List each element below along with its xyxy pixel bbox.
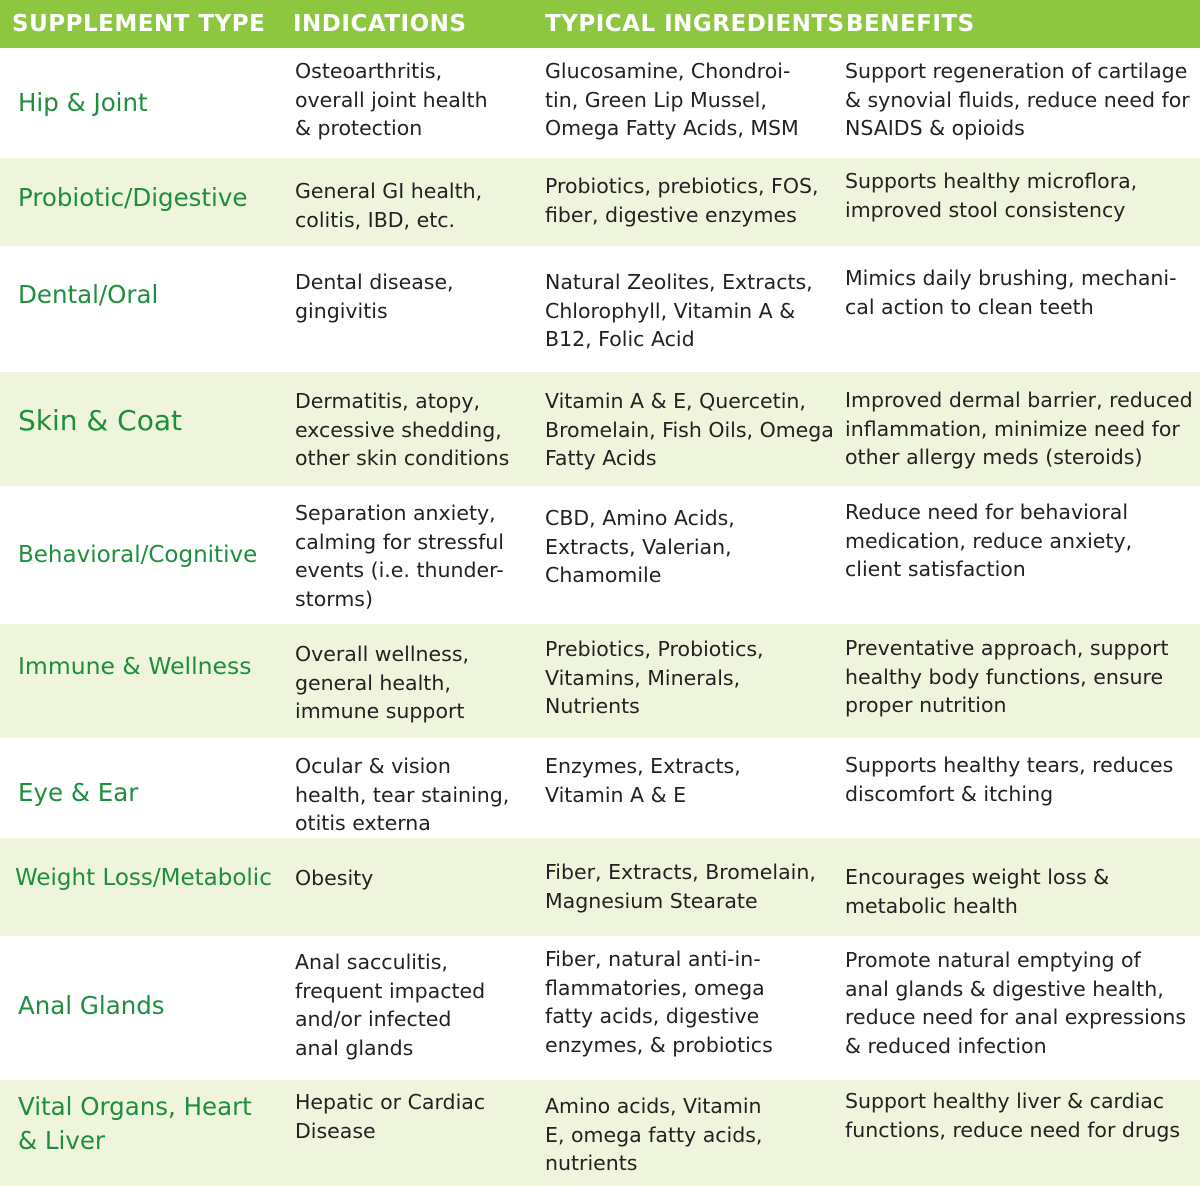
benefits-cell: Reduce need for behavioral medication, reduce anxiety, client satisfaction [845,500,1133,581]
indications-cell: Overall wellness, general health, immune support [295,642,470,723]
table-row [0,1080,1200,1186]
ingredients-cell: Enzymes, Extracts, Vitamin A & E [545,754,741,807]
supplement-type-cell: Eye & Ear [18,778,139,807]
benefits-cell: Improved dermal barrier, reduced inflammation, minimize need for other allergy meds (steroids) [845,388,1193,469]
ingredients-cell: Probiotics, prebiotics, FOS, fiber, digestive enzymes [545,174,819,227]
benefits-cell: Supports healthy tears, reduces discomfort & itching [845,753,1174,806]
header-indications: INDICATIONS [293,11,467,37]
ingredients-cell: Prebiotics, Probiotics, Vitamins, Minerals, Nutrients [545,637,764,718]
header-benefits: BENEFITS [846,11,975,37]
header-typical-ingredients: TYPICAL INGREDIENTS [545,11,845,37]
table-row [0,838,1200,936]
ingredients-cell: Fiber, Extracts, Bromelain, Magnesium Stearate [545,860,816,913]
indications-cell: Ocular & vision health, tear staining, otitis externa [295,754,510,835]
benefits-cell: Support healthy liver & cardiac functions, reduce need for drugs [845,1089,1181,1142]
ingredients-cell: Amino acids, Vitamin E, omega fatty acids, nutrients [545,1094,763,1175]
benefits-cell: Support regeneration of cartilage & synovial fluids, reduce need for NSAIDS & opioids [845,59,1190,140]
benefits-cell: Supports healthy microflora, improved stool consistency [845,169,1138,222]
benefits-cell: Encourages weight loss & metabolic health [845,865,1110,918]
supplement-type-cell: Hip & Joint [18,88,148,117]
ingredients-cell: Fiber, natural anti-in- flammatories, omega fatty acids, digestive enzymes, & probiotics [545,947,773,1057]
supplement-type-cell: Vital Organs, Heart & Liver [18,1092,252,1155]
supplement-type-cell: Weight Loss/Metabolic [15,865,272,891]
indications-cell: General GI health, colitis, IBD, etc. [295,179,483,232]
supplement-type-cell: Anal Glands [18,991,165,1020]
table-row [0,624,1200,738]
table-header [0,0,1200,48]
ingredients-cell: Natural Zeolites, Extracts, Chlorophyll, Vitamin A & B12, Folic Acid [545,270,813,351]
ingredients-cell: CBD, Amino Acids, Extracts, Valerian, Chamomile [545,506,735,587]
indications-cell: Dermatitis, atopy, excessive shedding, other skin conditions [295,389,510,470]
indications-cell: Osteoarthritis, overall joint health & protection [295,59,488,140]
supplement-type-cell: Behavioral/Cognitive [18,542,258,568]
ingredients-cell: Glucosamine, Chondroi- tin, Green Lip Mussel, Omega Fatty Acids, MSM [545,59,799,140]
table-row [0,936,1200,1080]
supplement-type-cell: Skin & Coat [18,404,182,437]
table-row [0,48,1200,158]
supplement-type-cell: Immune & Wellness [18,652,252,680]
table-row [0,158,1200,246]
indications-cell: Hepatic or Cardiac Disease [295,1090,486,1143]
ingredients-cell: Vitamin A & E, Quercetin, Bromelain, Fish Oils, Omega Fatty Acids [545,389,834,470]
benefits-cell: Preventative approach, support healthy body functions, ensure proper nutrition [845,636,1169,717]
indications-cell: Separation anxiety, calming for stressful events (i.e. thunder- storms) [295,501,504,611]
table-row [0,246,1200,372]
indications-cell: Dental disease, gingivitis [295,270,454,323]
indications-cell: Anal sacculitis, frequent impacted and/or infected anal glands [295,950,486,1060]
table-row [0,486,1200,624]
table-row [0,372,1200,486]
benefits-cell: Promote natural emptying of anal glands & digestive health, reduce need for anal expressions & reduced infection [845,948,1187,1058]
table-row [0,738,1200,838]
benefits-cell: Mimics daily brushing, mechani- cal action to clean teeth [845,266,1177,319]
indications-cell: Obesity [295,866,374,890]
supplement-type-cell: Probiotic/Digestive [18,183,248,212]
supplement-type-cell: Dental/Oral [18,280,159,309]
header-supplement-type: SUPPLEMENT TYPE [12,11,266,37]
